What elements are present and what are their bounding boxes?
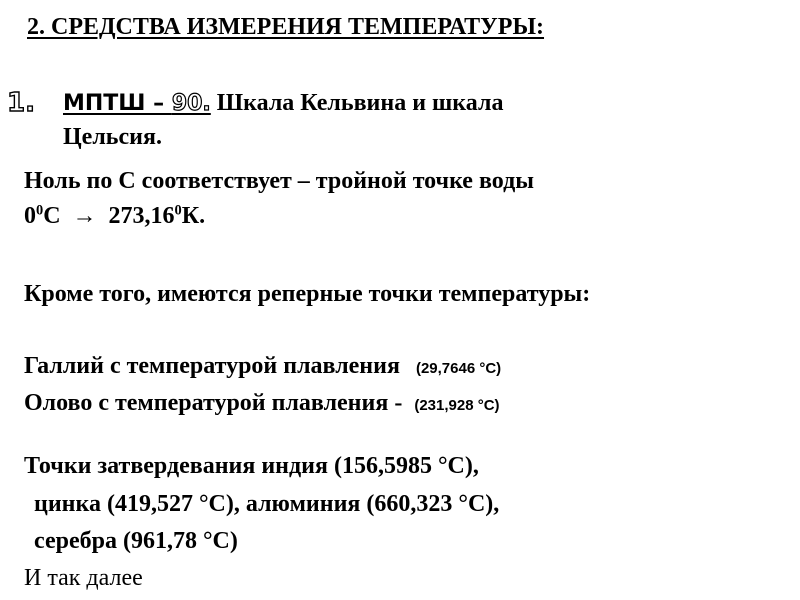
solidification-line-2: цинка (419,527 °С), алюминия (660,323 °С),	[34, 491, 500, 517]
zero-point-text: Ноль по С соответствует – тройной точке воды	[24, 168, 534, 194]
list-item-1	[7, 88, 35, 118]
item1-line1	[63, 90, 503, 117]
tin-line	[24, 390, 500, 417]
list-marker: 1.	[7, 88, 35, 118]
item1-line2: Цельсия.	[63, 124, 162, 150]
conversion-line: $0^0С \to 273,16^0К$.	[24, 202, 206, 229]
tin-value: (231,928 °С)	[414, 397, 500, 414]
gallium-line	[24, 353, 501, 380]
page-title: 2. СРЕДСТВА ИЗМЕРЕНИЯ ТЕМПЕРАТУРЫ:	[27, 14, 545, 40]
solidification-line-1: Точки затвердевания индия (156,5985 °С),	[24, 453, 479, 479]
mptsh-title: МПТШ – 90.	[63, 91, 211, 116]
gallium-value: (29,7646 °С)	[415, 360, 502, 377]
tin-label: Олово с температурой плавления -	[24, 390, 403, 416]
reference-points-text: Кроме того, имеются реперные точки температуры:	[24, 281, 591, 307]
closing-text: И так далее	[24, 565, 143, 591]
solidification-line-3: серебра (961,78 °С)	[34, 528, 238, 554]
scale-text: Шкала Кельвина и шкала	[210, 90, 504, 116]
arrow-icon: →	[72, 203, 97, 229]
gallium-label: Галлий с температурой плавления	[24, 353, 400, 379]
